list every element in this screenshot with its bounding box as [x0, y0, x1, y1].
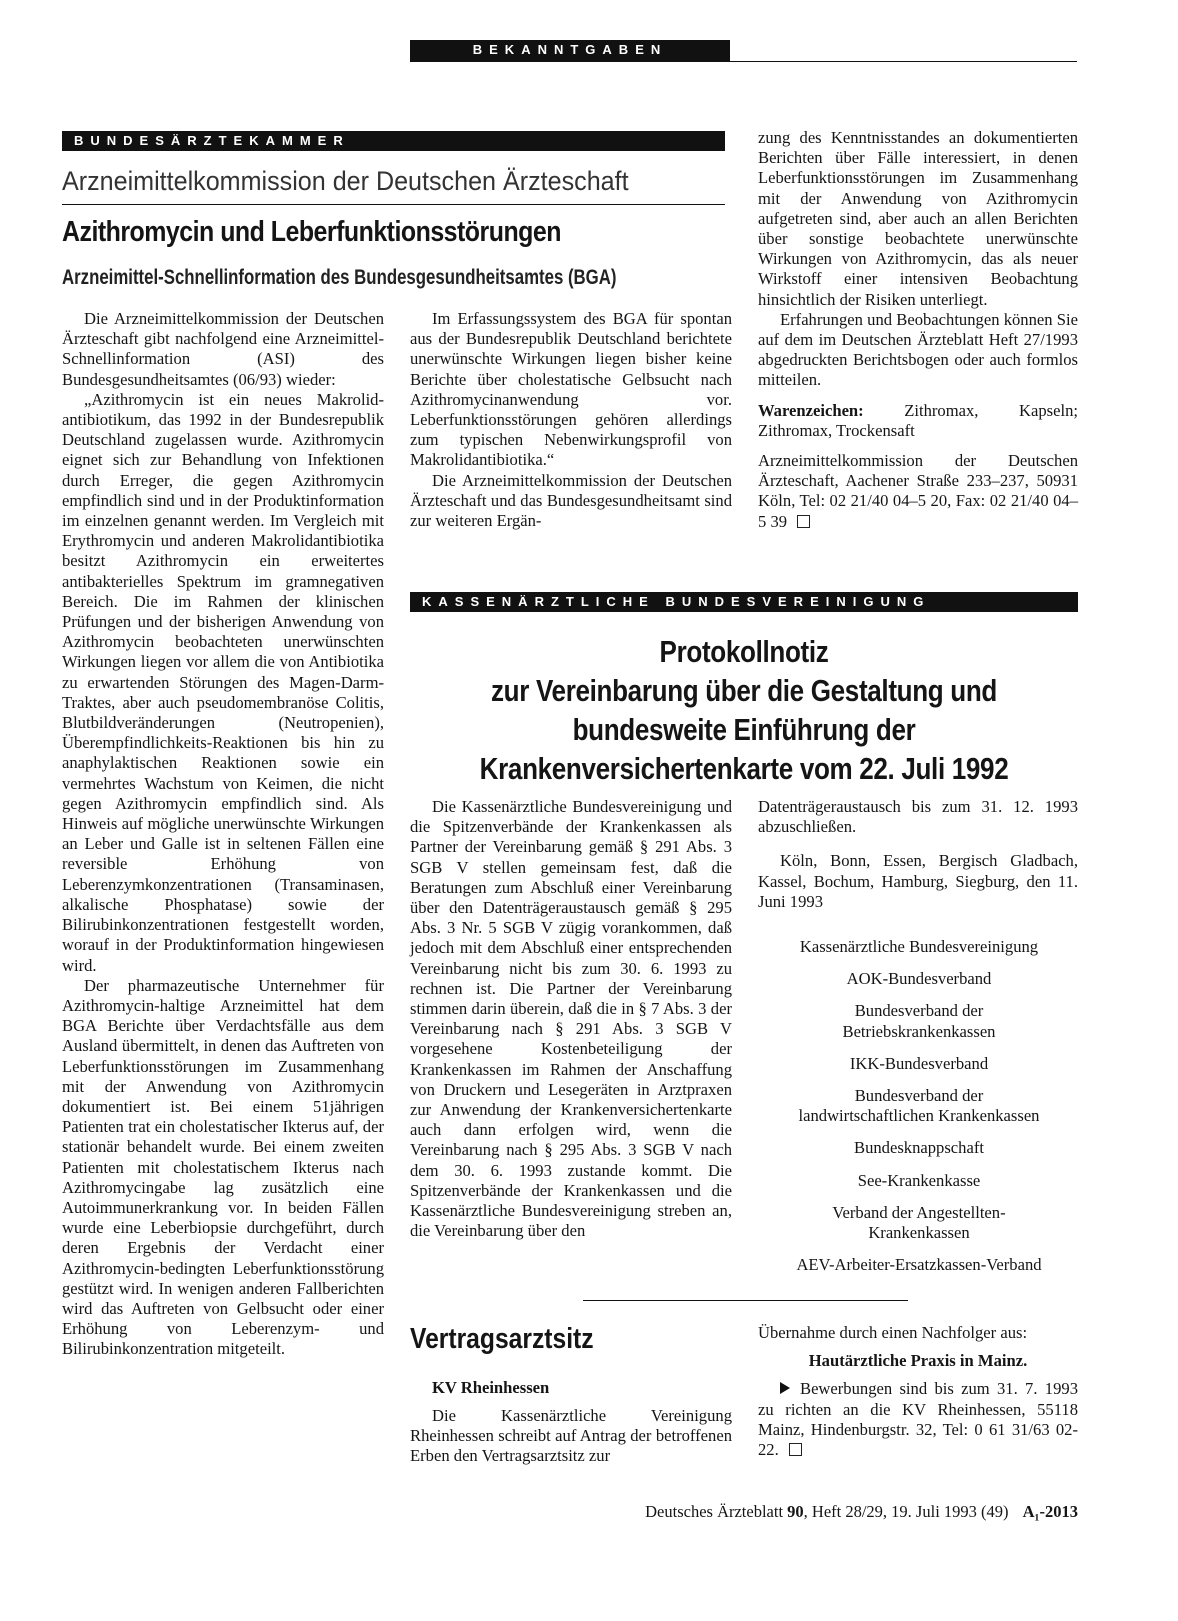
signatory: Bundesknappschaft	[854, 1138, 984, 1158]
paragraph: Datenträgeraustausch bis zum 31. 12. 1993 abzuschließen.	[758, 797, 1078, 837]
places-date: Köln, Bonn, Essen, Bergisch Gladbach, Kassel, Bochum, Hamburg, Siegburg, den 11. Juni 1993	[758, 851, 1078, 911]
article2-column-2	[758, 797, 1078, 912]
signatory: Verband der Angestellten-Krankenkassen	[832, 1202, 1006, 1243]
signatory: See-Krankenkasse	[857, 1170, 981, 1190]
trademark-note	[758, 401, 1078, 441]
signatory: Bundesverband der landwirtschaftlichen Krankenkassen	[798, 1086, 1040, 1126]
article1-column-2	[410, 309, 732, 531]
commission-rule	[62, 204, 725, 205]
paragraph: Die Kassenärztliche Vereinigung Rheinhessen schreibt auf Antrag der betroffenen Erben den Vertragsarztsitz zur	[410, 1406, 732, 1466]
end-mark-icon	[797, 515, 810, 528]
paragraph: Die Kassenärztliche Bundesvereinigung und die Spitzenverbände der Krankenkassen als Partner der Vereinbarung gemäß § 291 Abs. 3 SGB V stellen gemeinsam fest, daß die Beratungen zum Abschluß einer Vereinbarung über den Datenträgeraustausch gemäß § 295 Abs. 3 Nr. 5 SGB V zügig vorankommen, daß jedoch mit dem Abschluß einer entsprechenden Vereinbarung nicht bis zum 30. 6. 1993 zu rechnen ist. Die Partner der Vereinbarung stimmen darin überein, daß die in § 7 Abs. 3 der Vereinbarung nach § 291 Abs. 3 SGB V vorgesehene Kostenbeteiligung der Krankenkassen im Rahmen der Anschaffung von Druckern und Lesegeräten in Arztpraxen zur Anwendung der Krankenversichertenkarte auch dann erfolgen wird, wenn die Vereinbarung nach § 295 Abs. 3 SGB V nach dem 30. 6. 1993 zustande kommt. Die Spitzenverbände der Krankenkassen und die Kassenärztliche Bundesvereinigung streben an, die Vereinbarung über den	[410, 797, 732, 1241]
practice-name: Hautärztliche Praxis in Mainz.	[808, 1351, 1028, 1371]
article1-column-3	[758, 128, 1078, 532]
paragraph: Erfahrungen und Beobachtungen können Sie auf dem im Deutschen Ärzteblatt Heft 27/1993 abgedruckten Berichtsbogen oder auch formlos mitteilen.	[758, 309, 1078, 390]
paragraph: „Azithromycin ist ein neues Makrolid-antibiotikum, das 1992 in der Bundesrepublik Deutschland zugelassen wurde. Azithromycin eignet sich zur Behandlung von Infektionen durch Erreger, die gegen Azithromycin empfindlich sind und in der Produktinformation im einzelnen genannt werden. Im Vergleich mit Erythromycin und anderen Makrolidantibiotika besitzt Azithromycin ein erweitertes antibakterielles Spektrum im gramnegativen Bereich. Die im Rahmen der klinischen Prüfungen und der bisherigen Anwendung von Azithromycin beobachteten unerwünschten Wirkungen liegen vor allem die von Antibiotika zu erwartenden Störungen des Magen-Darm-Traktes, aber auch pseudomembranöse Colitis, Blutbildveränderungen (Neutropenien), Überempfindlichkeits-Reaktionen bis hin zu anaphylaktischen Reaktionen sowie ein vermehrtes Wachstum von Keimen, die nicht gegen Azithromycin empfindlich sind. Als Hinweis auf mögliche unerwünschte Wirkungen an Leber und Galle ist in seltenen Fällen eine reversible Erhöhung von Leberenzymkonzentrationen (Transaminasen, alkalische Phosphatase) sowie der Bilirubinkonzentrationen festgestellt worden, worauf in der Produktinformation hingewiesen wird.	[62, 389, 384, 975]
volume-number: 90	[787, 1502, 804, 1521]
arrow-right-icon	[780, 1382, 790, 1394]
article2-label-bar: KASSENÄRZTLICHE BUNDESVEREINIGUNG	[410, 592, 1078, 612]
article2-column-1	[410, 797, 732, 1241]
paragraph: Übernahme durch einen Nachfolger aus:	[758, 1323, 1028, 1342]
article1-title: Azithromycin und Leberfunktionsstörungen	[62, 216, 561, 248]
paragraph: Im Erfassungssystem des BGA für spontan aus der Bundesrepublik Deutschland berichtete unerwünschte Wirkungen liegen bisher keine Berichte über cholestatische Gelbsucht nach Azithromycinanwendung vor. Leberfunktionsstörungen gehören allerdings zum typischen Nebenwirkungsprofil von Makrolidantibiotika.“	[410, 309, 732, 470]
separator-rule	[583, 1300, 908, 1301]
signatory: Bundesverband der Betriebskrankenkassen	[842, 1001, 996, 1041]
issue-info: , Heft 28/29, 19. Juli 1993 (49)	[803, 1502, 1009, 1521]
title-line: bundesweite Einführung der	[572, 712, 916, 747]
journal-name: Deutsches Ärzteblatt	[645, 1502, 784, 1521]
signatory: AEV-Arbeiter-Ersatzkassen-Verband	[796, 1255, 1042, 1275]
signatory: Kassenärztliche Bundesvereinigung	[799, 937, 1039, 956]
article3-title: Vertragsarztsitz	[410, 1323, 594, 1355]
article3-column-2	[758, 1323, 1078, 1460]
page-footer	[645, 1502, 1078, 1522]
section-header-bar: BEKANNTGABEN	[410, 40, 730, 61]
header-rule	[410, 61, 1077, 62]
paragraph: zung des Kenntnisstandes an dokumentierten Berichten über Fälle interessiert, in denen Leberfunktionsstörungen im Zusammenhang mit der Anwendung von Azithromycin aufgetreten sind, aber auch an allen Berichten über sonstige beobachtete unerwünschte Wirkungen von Azithromycin, das als neuer Wirkstoff einer intensiven Beobachtung hinsichtlich der Risiken unterliegt.	[758, 128, 1078, 309]
paragraph: Die Arzneimittelkommission der Deutschen Ärzteschaft gibt nachfolgend eine Arzneimittel-Schnellinformation (ASI) des Bundesgesundheitsamtes (06/93) wieder:	[62, 309, 384, 389]
trademark-label: Warenzeichen:	[758, 400, 864, 420]
signatory: AOK-Bundesverband	[846, 969, 992, 989]
application-note: Bewerbungen sind bis zum 31. 7. 1993 zu richten an die KV Rheinhessen, 55118 Mainz, Hindenburgstr. 32, Tel: 0 61 31/63 02-22.	[758, 1379, 1078, 1460]
article1-column-1	[62, 309, 384, 1360]
signatories-list	[760, 937, 1078, 1287]
title-line: Krankenversichertenkarte vom 22. Juli 1992	[479, 751, 1009, 786]
page-number: A₁-2013	[1022, 1502, 1078, 1521]
signatory: IKK-Bundesverband	[849, 1053, 989, 1073]
end-mark-icon	[789, 1443, 802, 1456]
title-line: Protokollnotiz	[659, 634, 829, 669]
contact-address: Arzneimittelkommission der Deutschen Ärzteschaft, Aachener Straße 233–237, 50931 Köln, Tel: 02 21/40 04–5 20, Fax: 02 21/40 04–5 39	[758, 451, 1078, 531]
article3-column-1	[410, 1406, 732, 1467]
trademark-text: Zithromax, Kapseln; Zithromax, Trockensaft	[758, 400, 1078, 440]
commission-heading: Arzneimittelkommission der Deutschen Ärzteschaft	[62, 166, 629, 196]
paragraph: Die Arzneimittelkommission der Deutschen Ärzteschaft und das Bundesgesundheitsamt sind zur weiteren Ergän-	[410, 470, 732, 531]
article1-subtitle: Arzneimittel-Schnellinformation des Bundesgesundheitsamtes (BGA)	[62, 266, 617, 289]
article2-title	[463, 632, 1024, 788]
article3-subhead: KV Rheinhessen	[432, 1378, 550, 1397]
title-line: zur Vereinbarung über die Gestaltung und	[491, 673, 997, 708]
paragraph: Der pharmazeutische Unternehmer für Azithromycin-haltige Arzneimittel hat dem BGA Berichte über Verdachtsfälle aus dem Ausland übermittelt, in denen das Auftreten von Leberfunktionsstörungen im Zusammenhang mit der Anwendung von Azithromycin dokumentiert ist. Bei einem 51jährigen Patienten trat ein cholestatischer Ikterus auf, der stationär behandelt wurde. Bei einem zweiten Patienten mit cholestatischem Ikterus nach Azithromycingabe lag zusätzlich eine Autoimmunerkrankung vor. In beiden Fällen wurde eine Leberbiopsie durchgeführt, durch deren Ergebnis der Verdacht einer Azithromycin-bedingten Leberfunktionsstörung gestützt wird. In wenigen anderen Fallberichten wird das Auftreten von Gelbsucht oder einer Erhöhung von Leberenzym- und Bilirubinkonzentration mitgeteilt.	[62, 975, 384, 1359]
article1-label-bar: BUNDESÄRZTEKAMMER	[62, 131, 725, 151]
